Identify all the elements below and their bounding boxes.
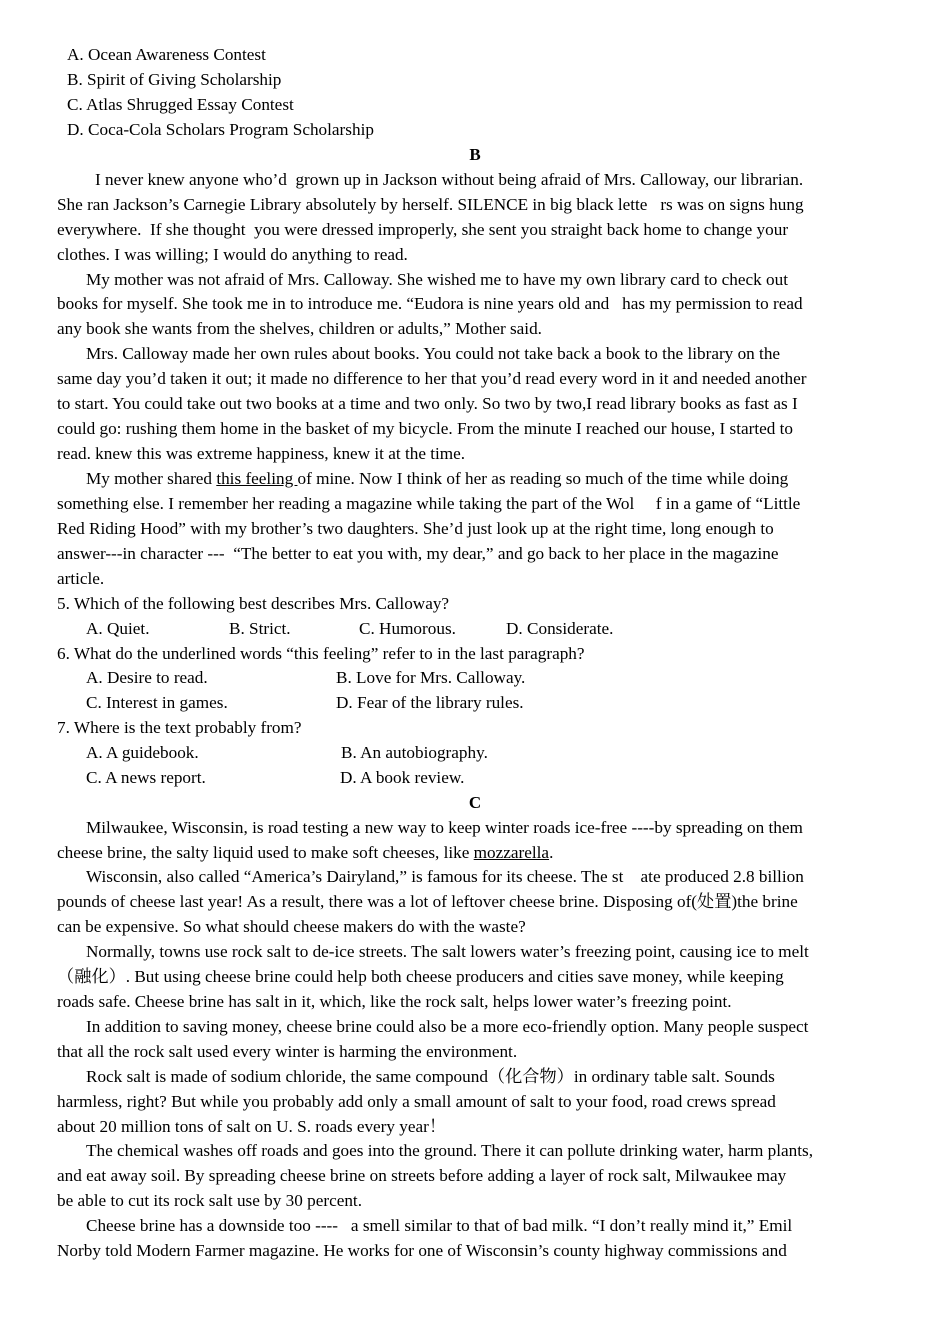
q6-option-c: C. Interest in games. [86,693,228,712]
b-p1-line: She ran Jackson’s Carnegie Library absolutely by herself. SILENCE in big black lette rs was on signs hung [57,195,804,214]
option-a: A. Ocean Awareness Contest [67,45,266,64]
c-p6-line: The chemical washes off roads and goes into the ground. There it can pollute drinking water, harm plants, [86,1141,814,1160]
b-p3-line: could go: rushing them home in the basket of my bicycle. From the minute I reached our house, I started to [57,419,794,438]
option-b: B. Spirit of Giving Scholarship [67,70,282,89]
option-d: D. Coca-Cola Scholars Program Scholarship [67,120,374,139]
c-p6-line: and eat away soil. By spreading cheese brine on streets before adding a layer of rock salt, Milwaukee may [57,1166,787,1185]
b-p4-line: answer---in character --- “The better to eat you with, my dear,” and go back to her place in the magazine [57,544,779,563]
section-b-heading: B [469,145,481,164]
b-p1-line: clothes. I was willing; I would do anything to read. [57,245,408,264]
b-p2-line: My mother was not afraid of Mrs. Calloway. She wished me to have my own library card to check out [86,270,788,289]
q5-option-a: A. Quiet. [86,619,150,638]
q7-option-d: D. A book review. [340,768,465,787]
c-p2-line: can be expensive. So what should cheese makers do with the waste? [57,917,526,936]
underlined-mozzarella: mozzarella [473,843,550,862]
q6-option-d: D. Fear of the library rules. [336,693,524,712]
c-p1-text-after: . [549,843,554,862]
c-p1-line: Milwaukee, Wisconsin, is road testing a new way to keep winter roads ice-free ----by spreading on them [86,818,803,837]
c-p3-line: roads safe. Cheese brine has salt in it, which, like the rock salt, helps lower water’s freezing point. [57,992,732,1011]
c-p4-line: that all the rock salt used every winter is harming the environment. [57,1042,518,1061]
b-p2-line: any book she wants from the shelves, children or adults,” Mother said. [57,319,542,338]
question-7: 7. Where is the text probably from? [57,718,302,737]
b-p4-text-before: My mother shared [86,469,217,488]
b-p1-line: everywhere. If she thought you were dressed improperly, she sent you straight back home to change your [57,220,789,239]
section-c-heading: C [468,793,482,812]
b-p4-first-line [86,466,788,491]
q6-option-b: B. Love for Mrs. Calloway. [336,668,526,687]
q5-option-b: B. Strict. [229,619,291,638]
b-p4-text-after: of mine. Now I think of her as reading so much of the time while doing [297,469,789,488]
c-p6-line: be able to cut its rock salt use by 30 percent. [57,1191,362,1210]
option-c: C. Atlas Shrugged Essay Contest [67,95,294,114]
b-p4-line: article. [57,569,105,588]
c-p2-line: pounds of cheese last year! As a result, there was a lot of leftover cheese brine. Disposing of(处置)the brine [57,892,798,911]
b-p4-line: Red Riding Hood” with my brother’s two daughters. She’d just look up at the right time, long enough to [57,519,774,538]
c-p5-line: Rock salt is made of sodium chloride, the same compound（化合物）in ordinary table salt. Sounds [86,1067,775,1086]
c-p2-line: Wisconsin, also called “America’s Dairyland,” is famous for its cheese. The st ate produced 2.8 billion [86,867,804,886]
underlined-this-feeling: this feeling [216,469,298,488]
q7-option-b: B. An autobiography. [341,743,488,762]
q7-option-c: C. A news report. [86,768,206,787]
c-p3-line: （融化）. But using cheese brine could help both cheese producers and cities save money, while keeping [57,967,784,986]
c-p4-line: In addition to saving money, cheese brine could also be a more eco-friendly option. Many people suspect [86,1017,809,1036]
c-p3-line: Normally, towns use rock salt to de-ice streets. The salt lowers water’s freezing point, causing ice to melt [86,942,809,961]
b-p4-line: something else. I remember her reading a magazine while taking the part of the Wol f in a game of “Little [57,494,801,513]
b-p1-line: I never knew anyone who’d grown up in Jackson without being afraid of Mrs. Calloway, our librarian. [95,170,804,189]
question-5: 5. Which of the following best describes Mrs. Calloway? [57,594,450,613]
q5-option-c: C. Humorous. [359,619,456,638]
c-p1-text-before: cheese brine, the salty liquid used to make soft cheeses, like [57,843,474,862]
b-p3-line: same day you’d taken it out; it made no difference to her that you’d read every word in it and needed another [57,369,807,388]
c-p5-line: about 20 million tons of salt on U. S. roads every year！ [57,1117,447,1136]
b-p3-line: read. knew this was extreme happiness, knew it at the time. [57,444,466,463]
c-p7-line: Norby told Modern Farmer magazine. He works for one of Wisconsin’s county highway commissions and [57,1241,787,1260]
b-p3-line: Mrs. Calloway made her own rules about books. You could not take back a book to the library on the [86,344,781,363]
question-6: 6. What do the underlined words “this feeling” refer to in the last paragraph? [57,644,585,663]
q6-option-a: A. Desire to read. [86,668,208,687]
c-p7-line: Cheese brine has a downside too ---- a smell similar to that of bad milk. “I don’t really mind it,” Emil [86,1216,793,1235]
q5-option-d: D. Considerate. [506,619,614,638]
c-p5-line: harmless, right? But while you probably add only a small amount of salt to your food, road crews spread [57,1092,776,1111]
b-p3-line: to start. You could take out two books at a time and two only. So two by two,I read library books as fast as I [57,394,798,413]
b-p2-line: books for myself. She took me in to introduce me. “Eudora is nine years old and has my permission to read [57,294,803,313]
c-p1-line [57,840,553,865]
q7-option-a: A. A guidebook. [86,743,199,762]
